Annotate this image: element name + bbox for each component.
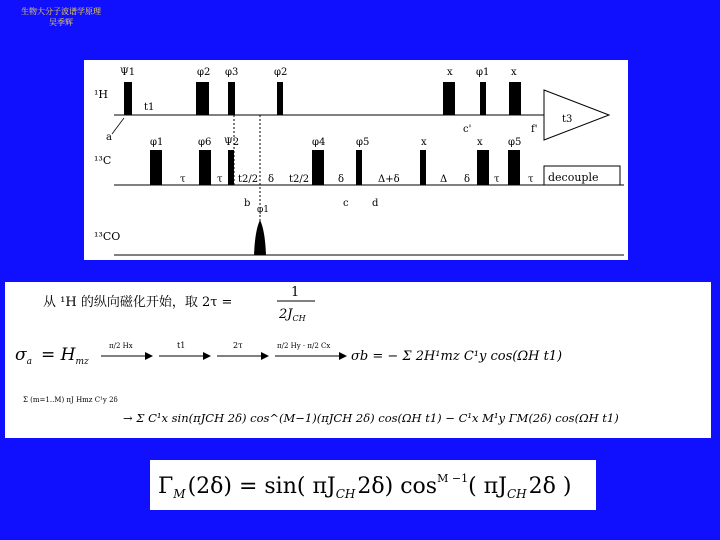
- delay-label: Δ+δ: [378, 174, 400, 185]
- h-pulse-4: [277, 82, 283, 115]
- c-phase-label: φ4: [312, 137, 326, 148]
- c-pulse-3: [228, 150, 234, 185]
- delay-label: τ: [180, 174, 186, 185]
- c-pulse-4: [312, 150, 324, 185]
- derivation-panel: [5, 282, 711, 438]
- pulse-sequence-diagram: [84, 60, 628, 260]
- channel-label-h: ¹H: [94, 88, 109, 101]
- point-label-b: b: [244, 198, 251, 209]
- point-label-c-prime: c': [463, 124, 472, 135]
- h-pulse-2: [196, 82, 209, 115]
- delay-label: τ: [528, 174, 534, 185]
- arrowhead-3: [261, 352, 269, 360]
- h-pulse-1: [124, 82, 132, 115]
- channel-label-c: ¹³C: [94, 154, 112, 167]
- delay-label: τ: [217, 174, 223, 185]
- sigma-a: $\sigma_a$: [15, 345, 32, 367]
- c-pulse-1: [150, 150, 162, 185]
- fraction-denominator: $2J_{CH}$: [279, 307, 306, 323]
- point-label-f-prime: f': [531, 124, 538, 135]
- arrow-3-label: 2τ: [233, 341, 243, 350]
- arrow-2-label: t1: [177, 341, 186, 350]
- delay-label: τ: [494, 174, 500, 185]
- h-pulse-3: [228, 82, 235, 115]
- arrowhead-2: [203, 352, 211, 360]
- c-pulse-7: [477, 150, 489, 185]
- c-pulse-6: [420, 150, 426, 185]
- fraction-numerator: 1: [291, 285, 300, 300]
- c-phase-label: Ψ2: [224, 137, 240, 148]
- gamma-formula-box: [150, 460, 596, 510]
- t3-label: t3: [562, 114, 573, 125]
- c-phase-label: φ6: [198, 137, 212, 148]
- h-phase-label: x: [447, 67, 453, 78]
- arrowhead-4: [339, 352, 347, 360]
- slide-header: [6, 6, 116, 28]
- decouple-label: decouple: [548, 171, 599, 184]
- sigma-b-expression: σb = − Σ 2H¹mz C¹y cos(ΩH t1): [351, 349, 563, 364]
- t1-label: t1: [144, 102, 155, 113]
- h-phase-label: Ψ1: [120, 67, 136, 78]
- h-phase-label: φ1: [476, 67, 490, 78]
- c-phase-label: φ5: [508, 137, 522, 148]
- hmz-term: = $H_{mz}$: [41, 345, 89, 367]
- author-name: 吴季辉: [49, 18, 73, 27]
- c-phase-label: x: [421, 137, 427, 148]
- point-label-d: d: [372, 198, 379, 209]
- c-phase-label: φ5: [356, 137, 370, 148]
- h-pulse-6: [480, 82, 486, 115]
- c-phase-label: φ1: [150, 137, 164, 148]
- h-pulse-7: [509, 82, 521, 115]
- channel-label-co: ¹³CO: [94, 230, 121, 243]
- delay-label: δ: [338, 174, 345, 185]
- h-phase-label: φ3: [225, 67, 239, 78]
- acquisition-fid: [544, 90, 609, 140]
- co-phase-label: φ1: [257, 205, 270, 215]
- point-a-arrow: [112, 118, 124, 134]
- arrowhead-1: [145, 352, 153, 360]
- arrow-1-label: π/2 Hx: [109, 342, 133, 350]
- arrow-4-label: π/2 Hy · π/2 Cx: [277, 342, 331, 350]
- c-phase-label: x: [477, 137, 483, 148]
- sigma-c-expression: → Σ C¹x sin(πJCH 2δ) cos^(M−1)(πJCH 2δ) cos(ΩH t1) − C¹x M¹y ΓM(2δ) cos(ΩH t1): [123, 411, 619, 425]
- delay-label: δ: [268, 174, 275, 185]
- gamma-formula: $\Gamma_M(2\delta) = \sin$( $\pi J_{CH}2\delta$) $\cos^{M -1}$( $\pi J_{CH}2\delta$ ): [158, 472, 572, 501]
- delay-label: t2/2: [289, 174, 310, 185]
- c-pulse-8: [508, 150, 520, 185]
- c-pulse-2: [199, 150, 211, 185]
- c-pulse-5: [356, 150, 362, 185]
- point-label-c: c: [343, 198, 349, 209]
- course-title: 生物大分子波谱学原理: [21, 7, 101, 16]
- co-shaped-pulse: [254, 220, 266, 255]
- evolution-operator: Σ (m=1..M) πJ Hmz C¹y 2δ: [23, 396, 118, 404]
- delay-label: δ: [464, 174, 471, 185]
- delay-label: t2/2: [238, 174, 259, 185]
- point-label-a: a: [106, 132, 112, 143]
- h-phase-label: φ2: [197, 67, 211, 78]
- delay-label: Δ: [440, 174, 448, 185]
- h-phase-label: x: [511, 67, 517, 78]
- derivation-intro: 从 ¹H 的纵向磁化开始，取 2τ =: [43, 295, 233, 310]
- h-pulse-5: [443, 82, 455, 115]
- h-phase-label: φ2: [274, 67, 288, 78]
